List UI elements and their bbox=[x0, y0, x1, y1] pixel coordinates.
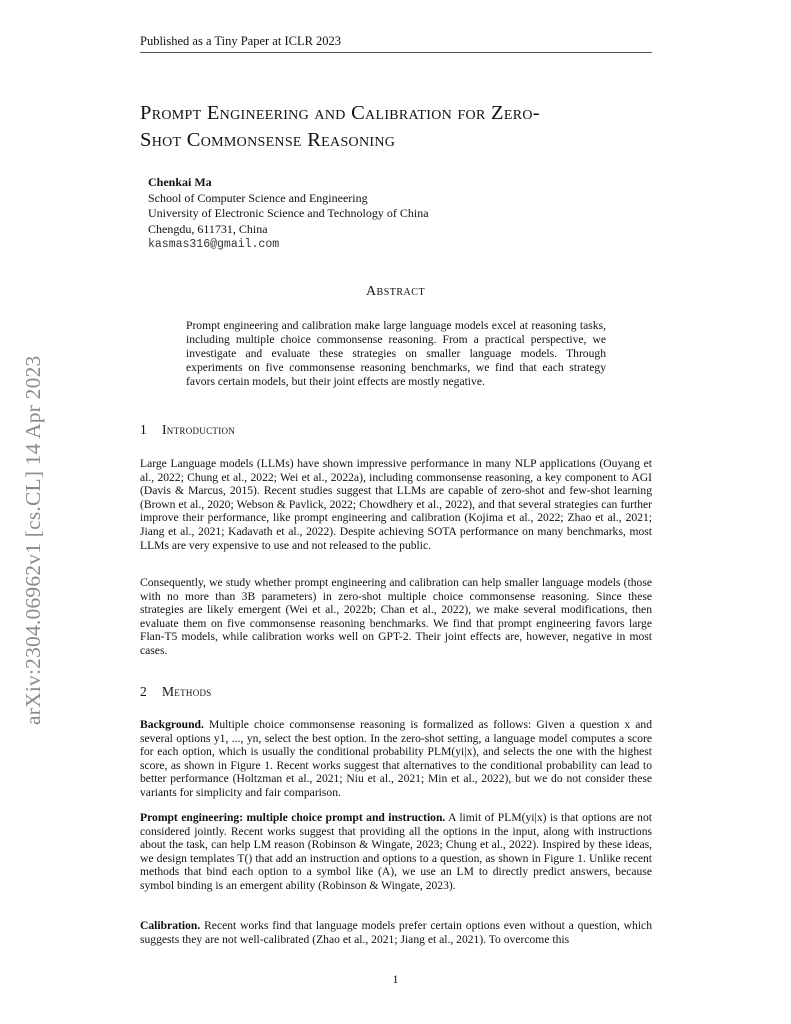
section-1-title: Introduction bbox=[162, 422, 236, 437]
page-number: 1 bbox=[392, 972, 399, 986]
title-line-1: Prompt Engineering and Calibration for Zero- bbox=[140, 102, 540, 124]
background-text: Multiple choice commonsense reasoning is formalized as follows: Given a question x and several options y1, ..., yn, select the best option. In the zero-shot setting, a language model computes a score for each option, which is usually the conditional probability PLM(yi|x), and selects the one with the highest score, as shown in Figure 1. Recent works suggest that alternatives to the conditional probability can lead to better performance (Holtzman et al., 2021; Niu et al., 2021; Min et al., 2022), but we do not consider these variants for simplicity and fair comparison. bbox=[140, 718, 652, 799]
background-heading: Background. bbox=[140, 718, 204, 731]
author-affiliation-2: University of Electronic Science and Technology of China bbox=[148, 206, 429, 220]
prompt-engineering-text: A limit of PLM(yi|x) is that options are not considered jointly. Recent works suggest that providing all the options in the input, along with instructions about the task, can help LM reason (Robinson & Wingate, 2023; Chung et al., 2022). Inspired by these ideas, we design templates T() that add an instruction and options to a question, as shown in Figure 1. Unlike recent methods that bind each option to a symbol like (A), we use an LM to directly predict answers, because symbol binding is an emergent ability (Robinson & Wingate, 2023). bbox=[140, 811, 652, 892]
author-affiliation-1: School of Computer Science and Engineering bbox=[148, 190, 368, 205]
title-line-2: Shot Commonsense Reasoning bbox=[140, 129, 396, 151]
section-1-heading bbox=[140, 422, 235, 438]
abstract-text: Prompt engineering and calibration make large language models excel at reasoning tasks, including multiple choice commonsense reasoning. From a practical perspective, we investigate and evaluate these strategies on smaller language models. Through experiments on five commonsense reasoning benchmarks, we find that each strategy favors certain models, but their joint effects are mostly negative. bbox=[186, 319, 606, 388]
paper-title bbox=[140, 100, 660, 154]
abstract-heading: Abstract bbox=[365, 284, 426, 299]
calibration-paragraph bbox=[140, 919, 652, 946]
author-name: Chenkai Ma bbox=[148, 175, 212, 189]
author-location: Chengdu, 611731, China bbox=[148, 221, 268, 236]
section-2-title: Methods bbox=[162, 684, 212, 699]
calibration-heading: Calibration. bbox=[140, 919, 201, 932]
background-paragraph bbox=[140, 718, 652, 800]
prompt-engineering-heading: Prompt engineering: multiple choice prompt and instruction. bbox=[140, 811, 446, 824]
intro-paragraph-2: Consequently, we study whether prompt engineering and calibration can help smaller language models (those with no more than 3B parameters) in zero-shot multiple choice commonsense reasoning. Since these strategies are likely emergent (Wei et al., 2022b; Chan et al., 2022), we make several modifications, then evaluate them on five commonsense reasoning benchmarks. We find that prompt engineering favors large Flan-T5 models, while calibration works well on GPT-2. Their joint effects are, however, negative in most cases. bbox=[140, 576, 652, 657]
arxiv-identifier: arXiv:2304.06962v1 [cs.CL] 14 Apr 2023 bbox=[21, 355, 45, 725]
author-email[interactable]: kasmas316@gmail.com bbox=[148, 238, 280, 251]
section-1-number: 1 bbox=[140, 422, 148, 437]
section-2-number: 2 bbox=[140, 684, 148, 699]
calibration-text: Recent works find that language models prefer certain options even without a question, which suggests they are not well-calibrated (Zhao et al., 2021; Jiang et al., 2021). To overcome this bbox=[140, 919, 652, 946]
author-block bbox=[148, 175, 429, 253]
section-2-heading bbox=[140, 684, 212, 700]
intro-paragraph-1: Large Language models (LLMs) have shown impressive performance in many NLP applications (Ouyang et al., 2022; Chung et al., 2022; Wei et al., 2022a), including commonsense reasoning, a key component to AGI (Davis & Marcus, 2015). Recent studies suggest that LLMs are capable of zero-shot and few-shot learning (Brown et al., 2020; Webson & Pavlick, 2022; Chowdhery et al., 2022), and that several strategies can further improve their performance, like prompt engineering and calibration (Kojima et al., 2022; Zhao et al., 2021; Jiang et al., 2021; Kadavath et al., 2022). Despite achieving SOTA performance on many benchmarks, most LLMs are very expensive to use and not released to the public. bbox=[140, 457, 652, 552]
running-header: Published as a Tiny Paper at ICLR 2023 bbox=[140, 34, 652, 53]
prompt-engineering-paragraph bbox=[140, 811, 652, 893]
